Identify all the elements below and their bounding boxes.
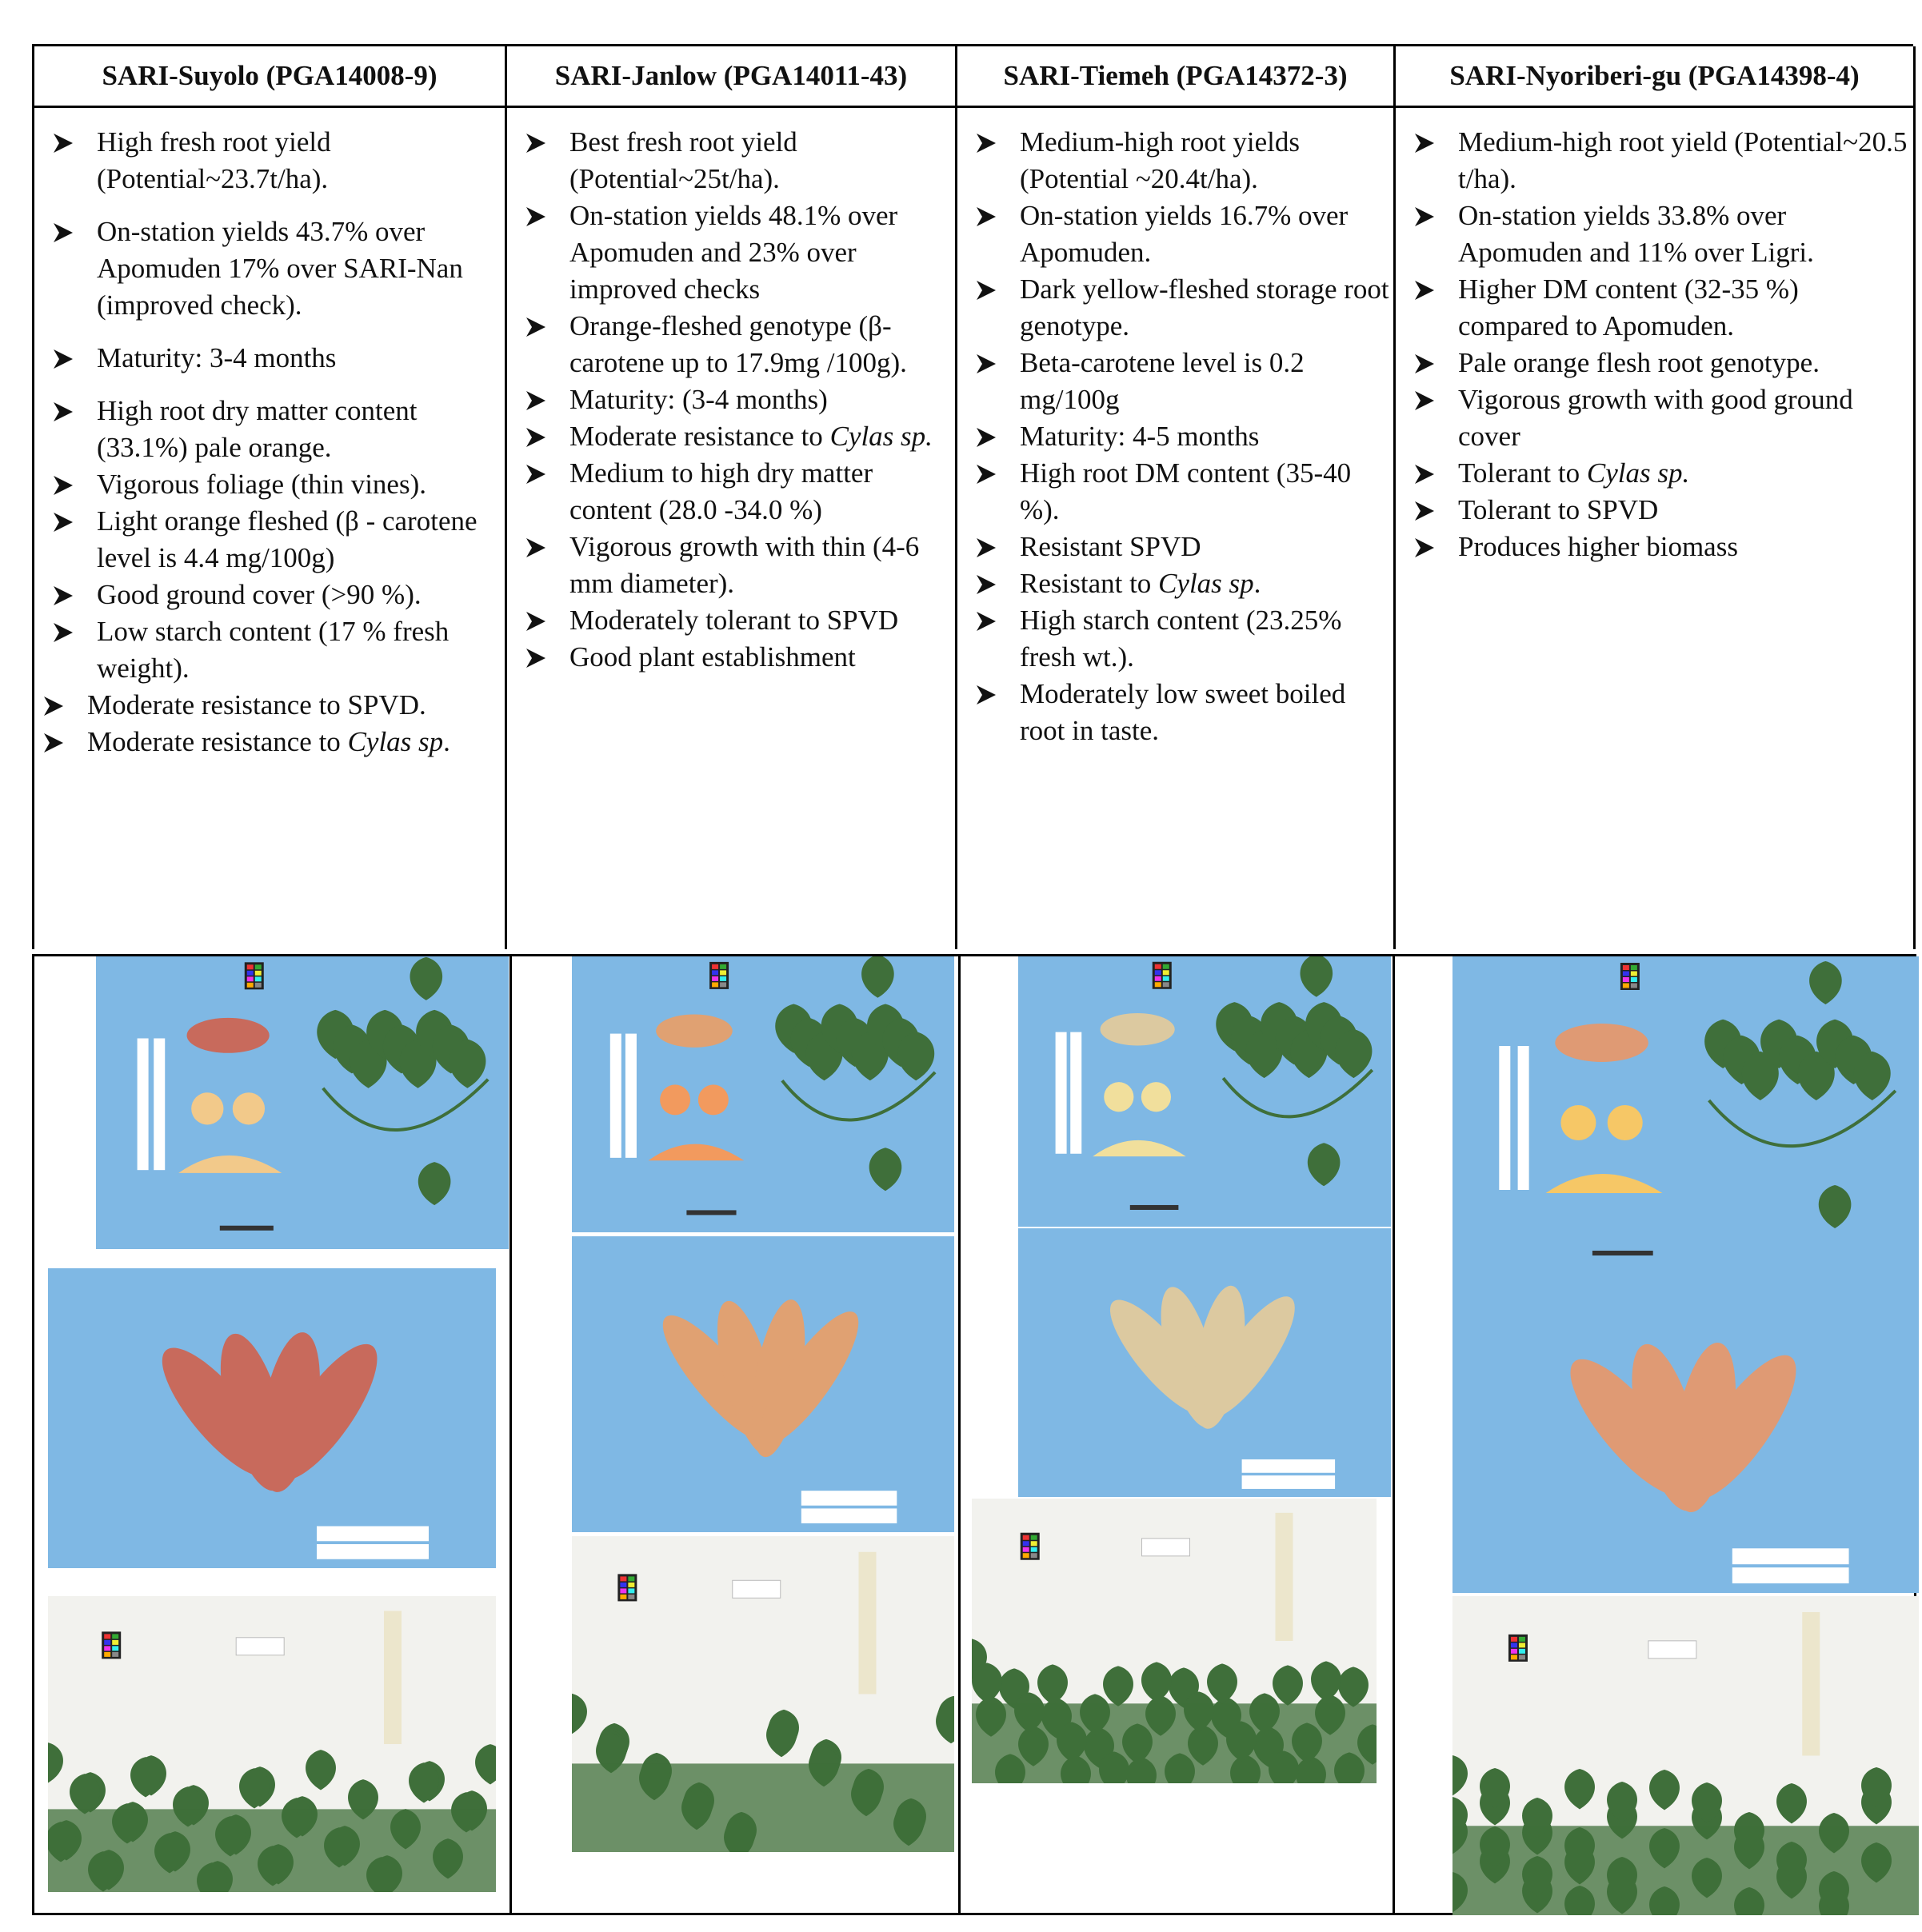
list-item: Medium-high root yield (Potential~20.5 t/ha).: [1396, 124, 1913, 198]
column-header: SARI-Tiemeh (PGA14372-3): [957, 46, 1393, 108]
photo-panel: [32, 954, 1916, 1915]
suyolo-roots-photo: [48, 1268, 496, 1568]
arrow-bullet-icon: [42, 732, 65, 754]
arrow-bullet-icon: [1413, 279, 1436, 301]
arrow-bullet-icon: [52, 511, 74, 533]
list-item: Dark yellow-fleshed storage root genotype.: [957, 271, 1393, 345]
arrow-bullet-icon: [42, 695, 65, 717]
list-item: Vigorous growth with thin (4-6 mm diameter).: [507, 529, 955, 602]
arrow-bullet-icon: [975, 353, 997, 375]
arrow-bullet-icon: [525, 132, 547, 154]
color-checker-icon: [245, 962, 264, 989]
nyoriberi-foliage-photo: [1452, 1596, 1919, 1915]
column-tiemeh: [957, 46, 1396, 949]
arrow-bullet-icon: [975, 610, 997, 633]
list-item: Moderate resistance to Cylas sp.: [507, 418, 955, 455]
list-item: Good ground cover (>90 %).: [34, 577, 505, 613]
list-item: Tolerant to Cylas sp.: [1396, 455, 1913, 492]
arrow-bullet-icon: [525, 206, 547, 228]
column-header: SARI-Suyolo (PGA14008-9): [34, 46, 505, 108]
list-item: Pale orange flesh root genotype.: [1396, 345, 1913, 381]
nyoriberi-roots-photo: [1452, 1275, 1919, 1593]
suyolo-foliage-photo: [48, 1596, 496, 1892]
arrow-bullet-icon: [1413, 353, 1436, 375]
list-item: On-station yields 48.1% over Apomuden and 23% over improved checks: [507, 198, 955, 308]
arrow-bullet-icon: [52, 348, 74, 370]
list-item: Maturity: 4-5 months: [957, 418, 1393, 455]
column-janlow: [507, 46, 957, 949]
list-item: Good plant establishment: [507, 639, 955, 676]
color-checker-icon: [1021, 1533, 1040, 1560]
color-checker-icon: [1153, 962, 1172, 989]
list-item: Light orange fleshed (β - carotene level is 4.4 mg/100g): [34, 503, 505, 577]
list-item: Resistant SPVD: [957, 529, 1393, 565]
janlow-root-section-photo: [572, 956, 954, 1232]
arrow-bullet-icon: [1413, 132, 1436, 154]
list-item: Medium-high root yields (Potential ~20.4t/ha).: [957, 124, 1393, 198]
arrow-bullet-icon: [525, 316, 547, 338]
list-item: On-station yields 43.7% over Apomuden 17% over SARI-Nan (improved check).: [34, 214, 505, 324]
arrow-bullet-icon: [525, 537, 547, 559]
list-item: On-station yields 33.8% over Apomuden and 11% over Ligri.: [1396, 198, 1913, 271]
list-item: High root DM content (35-40 %).: [957, 455, 1393, 529]
list-item: Moderate resistance to Cylas sp.: [25, 724, 505, 760]
column-header: SARI-Nyoriberi-gu (PGA14398-4): [1396, 46, 1913, 108]
arrow-bullet-icon: [1413, 463, 1436, 485]
suyolo-root-section-photo: [96, 956, 509, 1249]
list-item: Orange-fleshed genotype (β-carotene up to 17.9mg /100g).: [507, 308, 955, 381]
list-item: Medium to high dry matter content (28.0 -34.0 %): [507, 455, 955, 529]
list-item: Vigorous foliage (thin vines).: [34, 466, 505, 503]
arrow-bullet-icon: [525, 610, 547, 633]
janlow-foliage-photo: [572, 1536, 954, 1852]
arrow-bullet-icon: [52, 585, 74, 607]
column-suyolo: [34, 46, 507, 949]
arrow-bullet-icon: [525, 426, 547, 449]
root-icon: [656, 1014, 733, 1047]
bullet-list: [34, 108, 505, 760]
nyoriberi-root-section-photo: [1452, 956, 1919, 1276]
arrow-bullet-icon: [975, 132, 997, 154]
list-item: Produces higher biomass: [1396, 529, 1913, 565]
arrow-bullet-icon: [975, 684, 997, 706]
arrow-bullet-icon: [52, 401, 74, 423]
color-checker-icon: [709, 962, 729, 989]
arrow-bullet-icon: [525, 463, 547, 485]
list-item: Moderately tolerant to SPVD: [507, 602, 955, 639]
root-icon: [1555, 1024, 1648, 1062]
column-header: SARI-Janlow (PGA14011-43): [507, 46, 955, 108]
color-checker-icon: [1620, 963, 1640, 990]
root-icon: [1101, 1013, 1175, 1046]
list-item: Moderately low sweet boiled root in taste.: [957, 676, 1393, 749]
list-item: Resistant to Cylas sp.: [957, 565, 1393, 602]
root-icon: [187, 1018, 270, 1053]
list-item: Moderate resistance to SPVD.: [25, 687, 505, 724]
arrow-bullet-icon: [975, 537, 997, 559]
column-divider: [1393, 956, 1395, 1913]
arrow-bullet-icon: [975, 426, 997, 449]
tiemeh-root-section-photo: [1018, 956, 1391, 1227]
list-item: Tolerant to SPVD: [1396, 492, 1913, 529]
arrow-bullet-icon: [525, 389, 547, 412]
bullet-list: [957, 108, 1393, 749]
list-item: High fresh root yield (Potential~23.7t/ha).: [34, 124, 505, 198]
list-item: Vigorous growth with good ground cover: [1396, 381, 1913, 455]
list-item: On-station yields 16.7% over Apomuden.: [957, 198, 1393, 271]
column-divider: [958, 956, 961, 1913]
column-divider: [509, 956, 512, 1913]
list-item: Maturity: (3-4 months): [507, 381, 955, 418]
bullet-list: [507, 108, 955, 676]
arrow-bullet-icon: [975, 206, 997, 228]
list-item: Best fresh root yield (Potential~25t/ha).: [507, 124, 955, 198]
arrow-bullet-icon: [975, 573, 997, 596]
color-checker-icon: [617, 1574, 637, 1601]
arrow-bullet-icon: [975, 279, 997, 301]
arrow-bullet-icon: [52, 621, 74, 644]
arrow-bullet-icon: [52, 132, 74, 154]
arrow-bullet-icon: [525, 647, 547, 669]
tiemeh-foliage-photo: [972, 1499, 1377, 1783]
list-item: High root dry matter content (33.1%) pale orange.: [34, 393, 505, 466]
list-item: Beta-carotene level is 0.2 mg/100g: [957, 345, 1393, 418]
color-checker-icon: [102, 1631, 121, 1659]
arrow-bullet-icon: [975, 463, 997, 485]
bullet-list: [1396, 108, 1913, 565]
arrow-bullet-icon: [52, 222, 74, 244]
janlow-roots-photo: [572, 1236, 954, 1532]
list-item: Higher DM content (32-35 %) compared to Apomuden.: [1396, 271, 1913, 345]
tiemeh-roots-photo: [1018, 1228, 1391, 1497]
arrow-bullet-icon: [1413, 537, 1436, 559]
color-checker-icon: [1508, 1635, 1528, 1662]
list-item: Maturity: 3-4 months: [34, 340, 505, 377]
list-item: Low starch content (17 % fresh weight).: [34, 613, 505, 687]
list-item: High starch content (23.25% fresh wt.).: [957, 602, 1393, 676]
variety-table: [32, 44, 1913, 949]
arrow-bullet-icon: [1413, 206, 1436, 228]
arrow-bullet-icon: [1413, 389, 1436, 412]
column-nyoriberi: [1396, 46, 1916, 949]
arrow-bullet-icon: [52, 474, 74, 497]
arrow-bullet-icon: [1413, 500, 1436, 522]
